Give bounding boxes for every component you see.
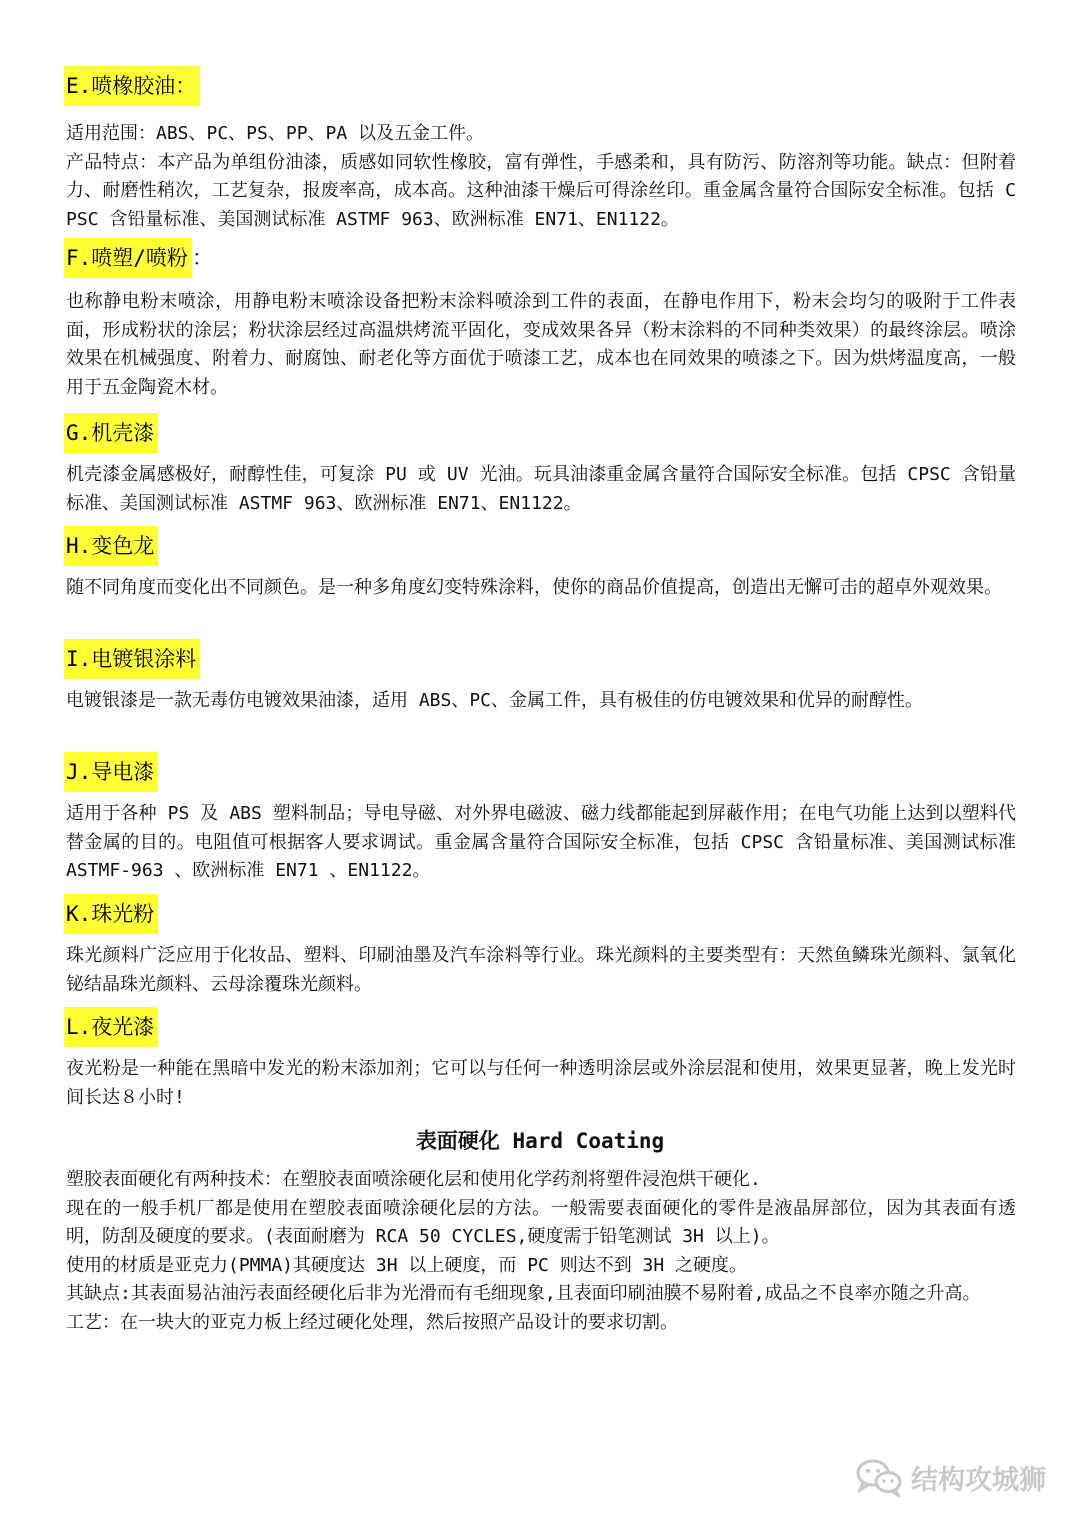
section-paragraph: 使用的材质是亚克力(PMMA)其硬度达 3H 以上硬度，而 PC 则达不到 3H 之硬度。: [66, 1254, 748, 1276]
section-k: [66, 894, 1016, 999]
hard-coating-title: 表面硬化 Hard Coating: [415, 1129, 665, 1153]
section-paragraph: 现在的一般手机厂都是使用在塑胶表面喷涂硬化层的方法。一般需要表面硬化的零件是液晶屏部位，因为其表面有透明，防刮及硬度的要求。(表面耐磨为 RCA 50 CYCLES,硬度需于铅笔测试 3H 以上)。: [66, 1197, 1016, 1247]
section-e: [66, 66, 1016, 234]
section-paragraph: 珠光颜料广泛应用于化妆品、塑料、印刷油墨及汽车涂料等行业。珠光颜料的主要类型有：天然鱼鳞珠光颜料、氯氧化铋结晶珠光颜料、云母涂覆珠光颜料。: [66, 945, 1016, 995]
section-l: [66, 1007, 1016, 1112]
section-heading: F.喷塑/喷粉: [64, 238, 192, 278]
section-h: [66, 526, 1016, 603]
section-i: [66, 639, 1016, 716]
section-heading: J.导电漆: [64, 752, 158, 792]
section-paragraph: 机壳漆金属感极好，耐醇性佳，可复涂 PU 或 UV 光油。玩具油漆重金属含量符合国际安全标准。包括 CPSC 含铅量标准、美国测试标准 ASTMF 963、欧洲标准 EN71、EN1122。: [66, 464, 1016, 514]
watermark-text: 结构攻城狮: [911, 1464, 1046, 1496]
section-paragraph: 其缺点:其表面易沾油污表面经硬化后非为光滑而有毛细现象,且表面印刷油膜不易附着,成品之不良率亦随之升高。: [66, 1283, 981, 1304]
heading-suffix: ：: [191, 246, 213, 270]
section-paragraph: 塑胶表面硬化有两种技术：在塑胶表面喷涂硬化层和使用化学药剂将塑件浸泡烘干硬化.: [66, 1169, 761, 1190]
section-g: [66, 413, 1016, 518]
section-f: [66, 238, 1016, 402]
section-paragraph: 适用于各种 PS 及 ABS 塑料制品；导电导磁、对外界电磁波、磁力线都能起到屏蔽作用；在电气功能上达到以塑料代替金属的目的。电阻值可根据客人要求调试。重金属含量符合国际安全标准，包括 CPSC 含铅量标准、美国测试标准 ASTMF-963 、欧洲标准 EN71 、EN1122。: [66, 803, 1016, 881]
section-paragraph: 夜光粉是一种能在黑暗中发光的粉末添加剂；它可以与任何一种透明涂层或外涂层混和使用，效果更显著，晚上发光时间长达８小时!: [66, 1058, 1016, 1108]
section-heading: H.变色龙: [64, 526, 158, 566]
section-heading: L.夜光漆: [64, 1007, 158, 1047]
section-paragraph: 适用范围：ABS、PC、PS、PP、PA 以及五金工件。: [66, 123, 485, 144]
section-paragraph: 电镀银漆是一款无毒仿电镀效果油漆，适用 ABS、PC、金属工件，具有极佳的仿电镀效果和优异的耐醇性。: [66, 690, 924, 711]
watermark: [855, 1457, 1046, 1497]
section-heading: I.电镀银涂料: [64, 639, 200, 679]
section-heading: E.喷橡胶油：: [64, 66, 200, 106]
section-heading: K.珠光粉: [64, 894, 158, 934]
section-paragraph: 产品特点：本产品为单组份油漆，质感如同软性橡胶，富有弹性，手感柔和，具有防污、防溶剂等功能。缺点：但附着力、耐磨性稍次，工艺复杂，报废率高，成本高。这种油漆干燥后可得涂丝印。重金属含量符合国际安全标准。包括 CPSC 含铅量标准、美国测试标准 ASTMF 963、欧洲标准 EN71、EN1122。: [66, 151, 1016, 230]
section-heading: G.机壳漆: [64, 413, 158, 453]
wechat-icon: [855, 1457, 903, 1497]
section-paragraph: 也称静电粉末喷涂，用静电粉末喷涂设备把粉末涂料喷涂到工件的表面，在静电作用下，粉末会均匀的吸附于工件表面，形成粉状的涂层；粉状涂层经过高温烘烤流平固化，变成效果各异（粉末涂料的不同种类效果）的最终涂层。喷涂效果在机械强度、附着力、耐腐蚀、耐老化等方面优于喷漆工艺，成本也在同效果的喷漆之下。因为烘烤温度高，一般用于五金陶瓷木材。: [66, 291, 1016, 398]
hard-coating-section: [66, 1166, 1016, 1337]
section-paragraph: 工艺：在一块大的亚克力板上经过硬化处理，然后按照产品设计的要求切割。: [66, 1311, 678, 1333]
section-j: [66, 752, 1016, 886]
section-paragraph: 随不同角度而变化出不同颜色。是一种多角度幻变特殊涂料，使你的商品价值提高，创造出无懈可击的超卓外观效果。: [66, 577, 1002, 598]
